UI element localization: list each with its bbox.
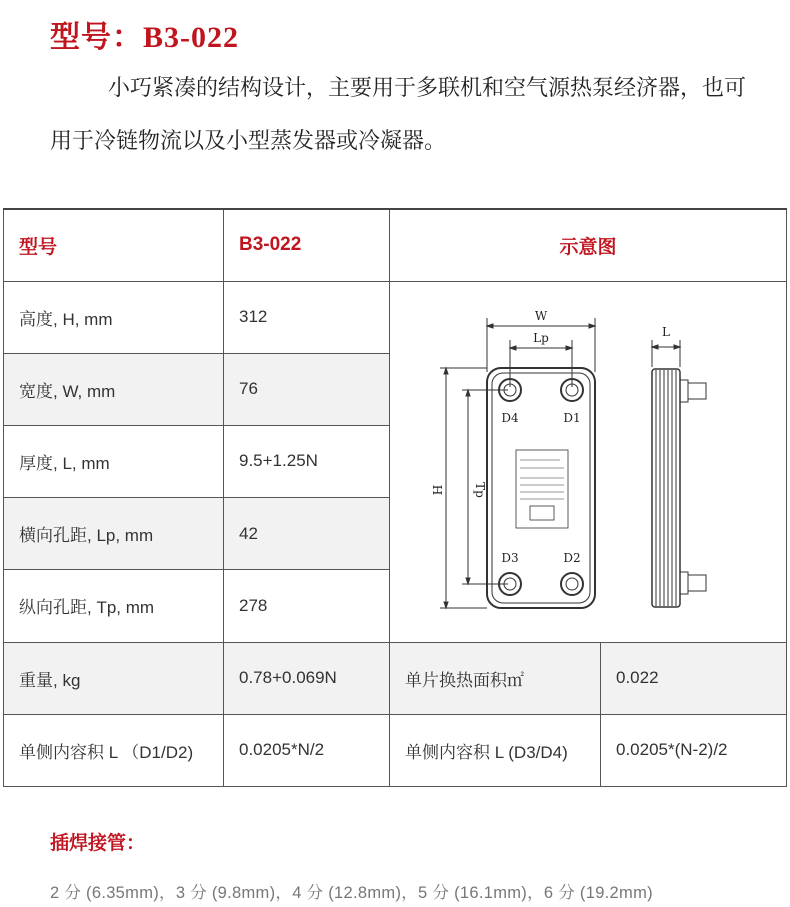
- port-d2-label: D2: [563, 550, 581, 565]
- dim-w-label: W: [534, 308, 548, 323]
- table-row: [4, 642, 787, 714]
- row-label: 横向孔距, Lp, mm: [4, 498, 224, 570]
- port-d3-label: D3: [501, 550, 519, 565]
- row-value: 9.5+1.25N: [224, 425, 390, 497]
- dim-l-label: L: [662, 324, 670, 339]
- row-value: 42: [224, 498, 390, 570]
- row-label: 单片换热面积㎡: [390, 642, 601, 714]
- row-value: 0.78+0.069N: [224, 642, 390, 714]
- row-label: 单侧内容积 L (D3/D4): [390, 714, 601, 786]
- table-row: [4, 281, 787, 353]
- row-value: 312: [224, 281, 390, 353]
- header-model-label: 型号: [4, 209, 224, 281]
- row-label: 高度, H, mm: [4, 281, 224, 353]
- table-header-row: [4, 209, 787, 281]
- spec-table: [3, 208, 787, 787]
- row-value: 0.0205*(N-2)/2: [601, 714, 787, 786]
- weld-pipe-subtitle: 插焊接管：: [50, 833, 146, 854]
- port-d4-label: D4: [501, 410, 519, 425]
- port-d1-label: D1: [563, 410, 581, 425]
- heat-exchanger-diagram: [390, 282, 790, 642]
- row-label: 厚度, L, mm: [4, 425, 224, 497]
- header-diagram-label: 示意图: [390, 209, 787, 281]
- table-row: [4, 714, 787, 786]
- dim-tp-label: Tp: [473, 481, 487, 498]
- dim-h-label: H: [430, 484, 444, 495]
- weld-pipe-sizes: 2 分 (6.35mm)，3 分 (9.8mm)，4 分 (12.8mm)，5 分 (16.1mm)，6 分 (19.2mm): [50, 884, 653, 902]
- row-label: 纵向孔距, Tp, mm: [4, 570, 224, 642]
- row-label: 单侧内容积 L （D1/D2): [4, 714, 224, 786]
- row-value: 76: [224, 353, 390, 425]
- row-value: 278: [224, 570, 390, 642]
- row-value: 0.022: [601, 642, 787, 714]
- row-label: 重量, kg: [4, 642, 224, 714]
- intro-paragraph: 小巧紧凑的结构设计，主要用于多联机和空气源热泵经济器，也可用于冷链物流以及小型蒸发器或冷凝器。: [50, 76, 747, 154]
- dim-lp-label: Lp: [533, 330, 549, 345]
- page-title: 型号：B3-022: [50, 21, 239, 54]
- diagram-cell: [390, 281, 787, 642]
- header-model-value: B3-022: [224, 209, 390, 281]
- row-label: 宽度, W, mm: [4, 353, 224, 425]
- row-value: 0.0205*N/2: [224, 714, 390, 786]
